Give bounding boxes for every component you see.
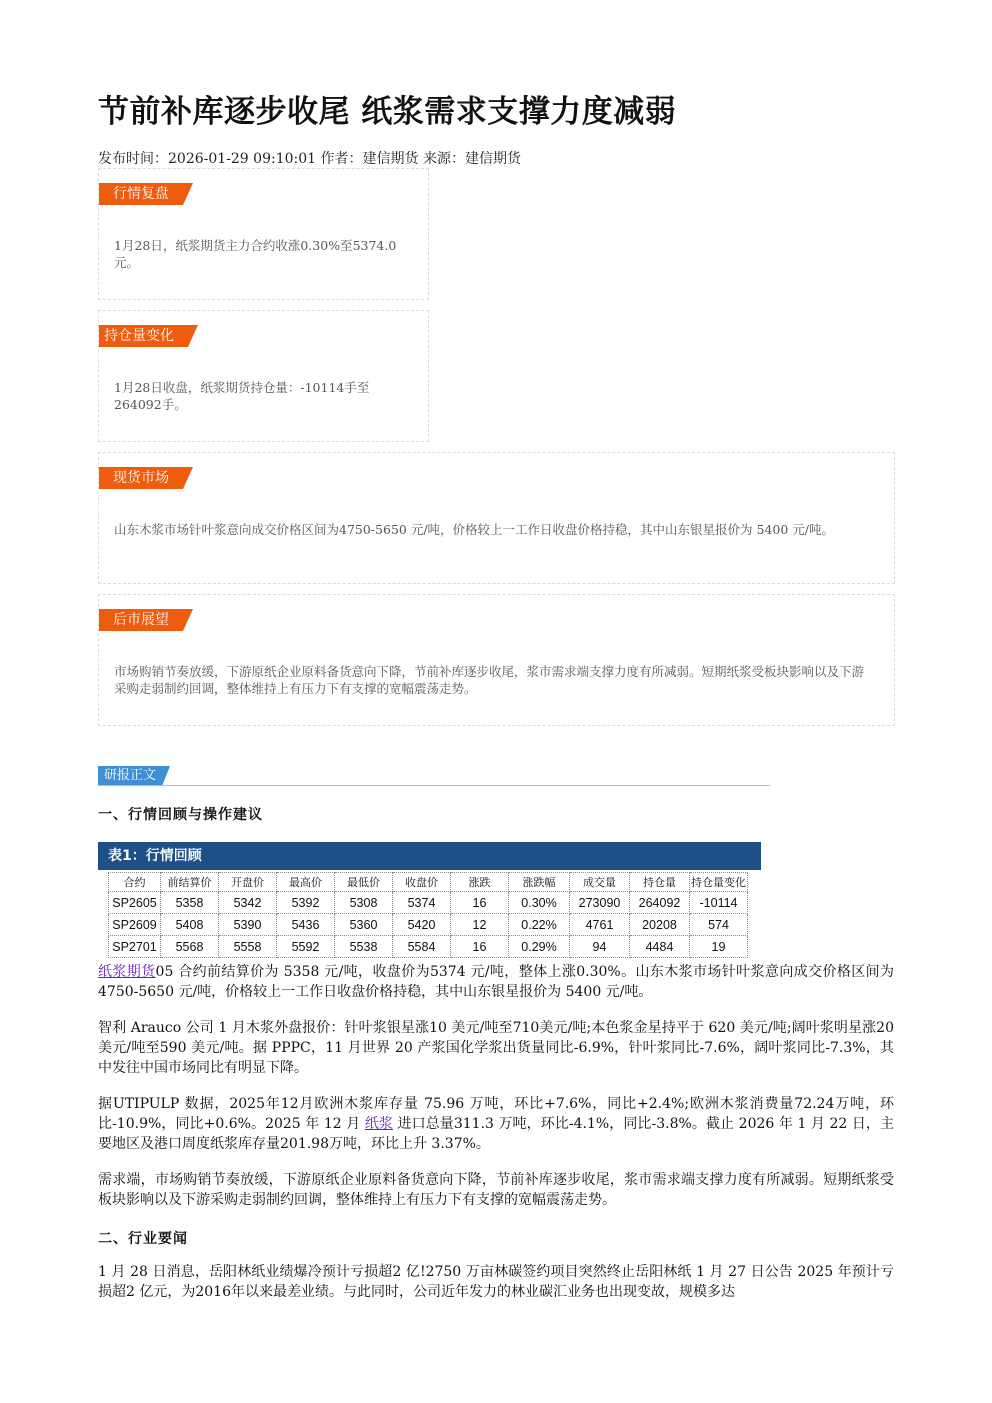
table-cell: 5568 — [161, 936, 219, 958]
summary-tag: 现货市场 — [99, 467, 183, 489]
paragraph-arauco: 智利 Arauco 公司 1 月木浆外盘报价：针叶浆银星涨10 美元/吨至710美元/吨;本色浆金星持平于 620 美元/吨;阔叶浆明星涨20 美元/吨至590 美元/吨。据 PPPC，11 月世界 20 产浆国化学浆出货量同比-6.9%，针叶浆同比-7.6%，阔叶浆同比-7.3%，其中发往中国市场同比有明显下降。 — [98, 1020, 894, 1076]
table-cell: 4484 — [630, 936, 690, 958]
table-cell: 5584 — [393, 936, 451, 958]
table-cell: 4761 — [570, 914, 630, 936]
table-cell: 16 — [451, 936, 509, 958]
table-cell: 5408 — [161, 914, 219, 936]
paragraph-text: 05 合约前结算价为 5358 元/吨，收盘价为5374 元/吨，整体上涨0.30%。山东木浆市场针叶浆意向成交价格区间为4750-5650 元/吨，价格较上一工作日收盘价格持稳，其中山东银星报价为 5400 元/吨。 — [98, 964, 895, 1000]
summary-text: 市场购销节奏放缓，下游原纸企业原料备货意向下降，节前补库逐步收尾，浆市需求端支撑力度有所减弱。短期纸浆受板块影响以及下游采购走弱制约回调，整体维持上有压力下有支撑的宽幅震荡走势。 — [114, 664, 865, 696]
table-row — [109, 936, 748, 958]
pulp-futures-link[interactable]: 纸浆期货 — [98, 964, 156, 980]
table-cell: 16 — [451, 892, 509, 914]
table-cell: 273090 — [570, 892, 630, 914]
table-cell: 12 — [451, 914, 509, 936]
summary-tag: 持仓量变化 — [99, 325, 188, 347]
paragraph-text: 据UTIPULP 数据，2025年12月欧洲木浆库存量 75.96 万吨，环比+7.6%，同比+2.4%;欧洲木浆消费量72.24万吨，环比-10.9%，同比+0.6%。2025 年 12 月 — [98, 1096, 894, 1132]
table-cell: 5342 — [219, 892, 277, 914]
table-cell: 264092 — [630, 892, 690, 914]
table-cell: 5436 — [277, 914, 335, 936]
table-cell: 5360 — [335, 914, 393, 936]
table-cell: -10114 — [690, 892, 748, 914]
table-cell: 19 — [690, 936, 748, 958]
summary-box-outlook — [98, 594, 895, 726]
table-header: 收盘价 — [393, 873, 451, 892]
pulp-link[interactable]: 纸浆 — [364, 1116, 393, 1132]
table-cell: 5390 — [219, 914, 277, 936]
quote-table — [108, 872, 748, 958]
summary-box-spot-market — [98, 452, 895, 584]
table-cell: SP2609 — [109, 914, 161, 936]
table-header: 涨跌幅 — [509, 873, 570, 892]
table-cell: 5374 — [393, 892, 451, 914]
table-cell: 5558 — [219, 936, 277, 958]
table-cell: 0.22% — [509, 914, 570, 936]
summary-text: 山东木浆市场针叶浆意向成交价格区间为4750-5650 元/吨，价格较上一工作日收盘价格持稳，其中山东银星报价为 5400 元/吨。 — [114, 522, 835, 537]
heading-market-review: 一、行情回顾与操作建议 — [98, 807, 263, 823]
table-cell: 5420 — [393, 914, 451, 936]
heading-industry-news: 二、行业要闻 — [98, 1231, 188, 1247]
table-cell: SP2701 — [109, 936, 161, 958]
summary-tag: 后市展望 — [99, 609, 183, 631]
table-cell: SP2605 — [109, 892, 161, 914]
table-row — [109, 914, 748, 936]
table-header: 涨跌 — [451, 873, 509, 892]
table-cell: 94 — [570, 936, 630, 958]
table-cell: 574 — [690, 914, 748, 936]
summary-tag: 行情复盘 — [99, 183, 183, 205]
section-tag: 研报正文 — [98, 766, 162, 786]
article-meta: 发布时间：2026-01-29 09:10:01 作者：建信期货 来源：建信期货 — [98, 151, 521, 167]
table-cell: 5358 — [161, 892, 219, 914]
paragraph-inventory — [98, 1094, 894, 1154]
table-header: 合约 — [109, 873, 161, 892]
table-row — [109, 892, 748, 914]
table-cell: 0.29% — [509, 936, 570, 958]
table-header: 成交量 — [570, 873, 630, 892]
table-header: 最低价 — [335, 873, 393, 892]
table-cell: 5538 — [335, 936, 393, 958]
table-title: 表1：行情回顾 — [98, 842, 761, 870]
table-header-row — [109, 873, 748, 892]
table-cell: 20208 — [630, 914, 690, 936]
article-title: 节前补库逐步收尾 纸浆需求支撑力度减弱 — [98, 94, 677, 130]
summary-text: 1月28日，纸浆期货主力合约收涨0.30%至5374.0元。 — [114, 238, 397, 270]
table-cell: 5592 — [277, 936, 335, 958]
table-header: 持仓量 — [630, 873, 690, 892]
paragraph-futures-price — [98, 962, 894, 1002]
section-divider — [98, 785, 770, 786]
table-header: 开盘价 — [219, 873, 277, 892]
paragraph-demand: 需求端，市场购销节奏放缓，下游原纸企业原料备货意向下降，节前补库逐步收尾，浆市需求端支撑力度有所减弱。短期纸浆受板块影响以及下游采购走弱制约回调，整体维持上有压力下有支撑的宽幅震荡走势。 — [98, 1172, 894, 1208]
table-header: 持仓量变化 — [690, 873, 748, 892]
table-header: 前结算价 — [161, 873, 219, 892]
summary-text: 1月28日收盘，纸浆期货持仓量：-10114手至264092手。 — [114, 380, 370, 412]
table-header: 最高价 — [277, 873, 335, 892]
paragraph-text: 进口总量311.3 万吨，环比-4.1%，同比-3.8%。截止 2026 年 1 月 22 日，主要地区及港口周度纸浆库存量201.98万吨，环比上升 3.37%。 — [98, 1116, 895, 1152]
summary-box-market-review — [98, 168, 429, 300]
summary-box-open-interest — [98, 310, 429, 442]
table-cell: 5308 — [335, 892, 393, 914]
table-cell: 5392 — [277, 892, 335, 914]
paragraph-news: 1 月 28 日消息，岳阳林纸业绩爆冷预计亏损超2 亿!2750 万亩林碳签约项目突然终止岳阳林纸 1 月 27 日公告 2025 年预计亏损超2 亿元，为2016年以来最差业绩。与此同时，公司近年发力的林业碳汇业务也出现变故，规模多达 — [98, 1264, 894, 1300]
table-cell: 0.30% — [509, 892, 570, 914]
